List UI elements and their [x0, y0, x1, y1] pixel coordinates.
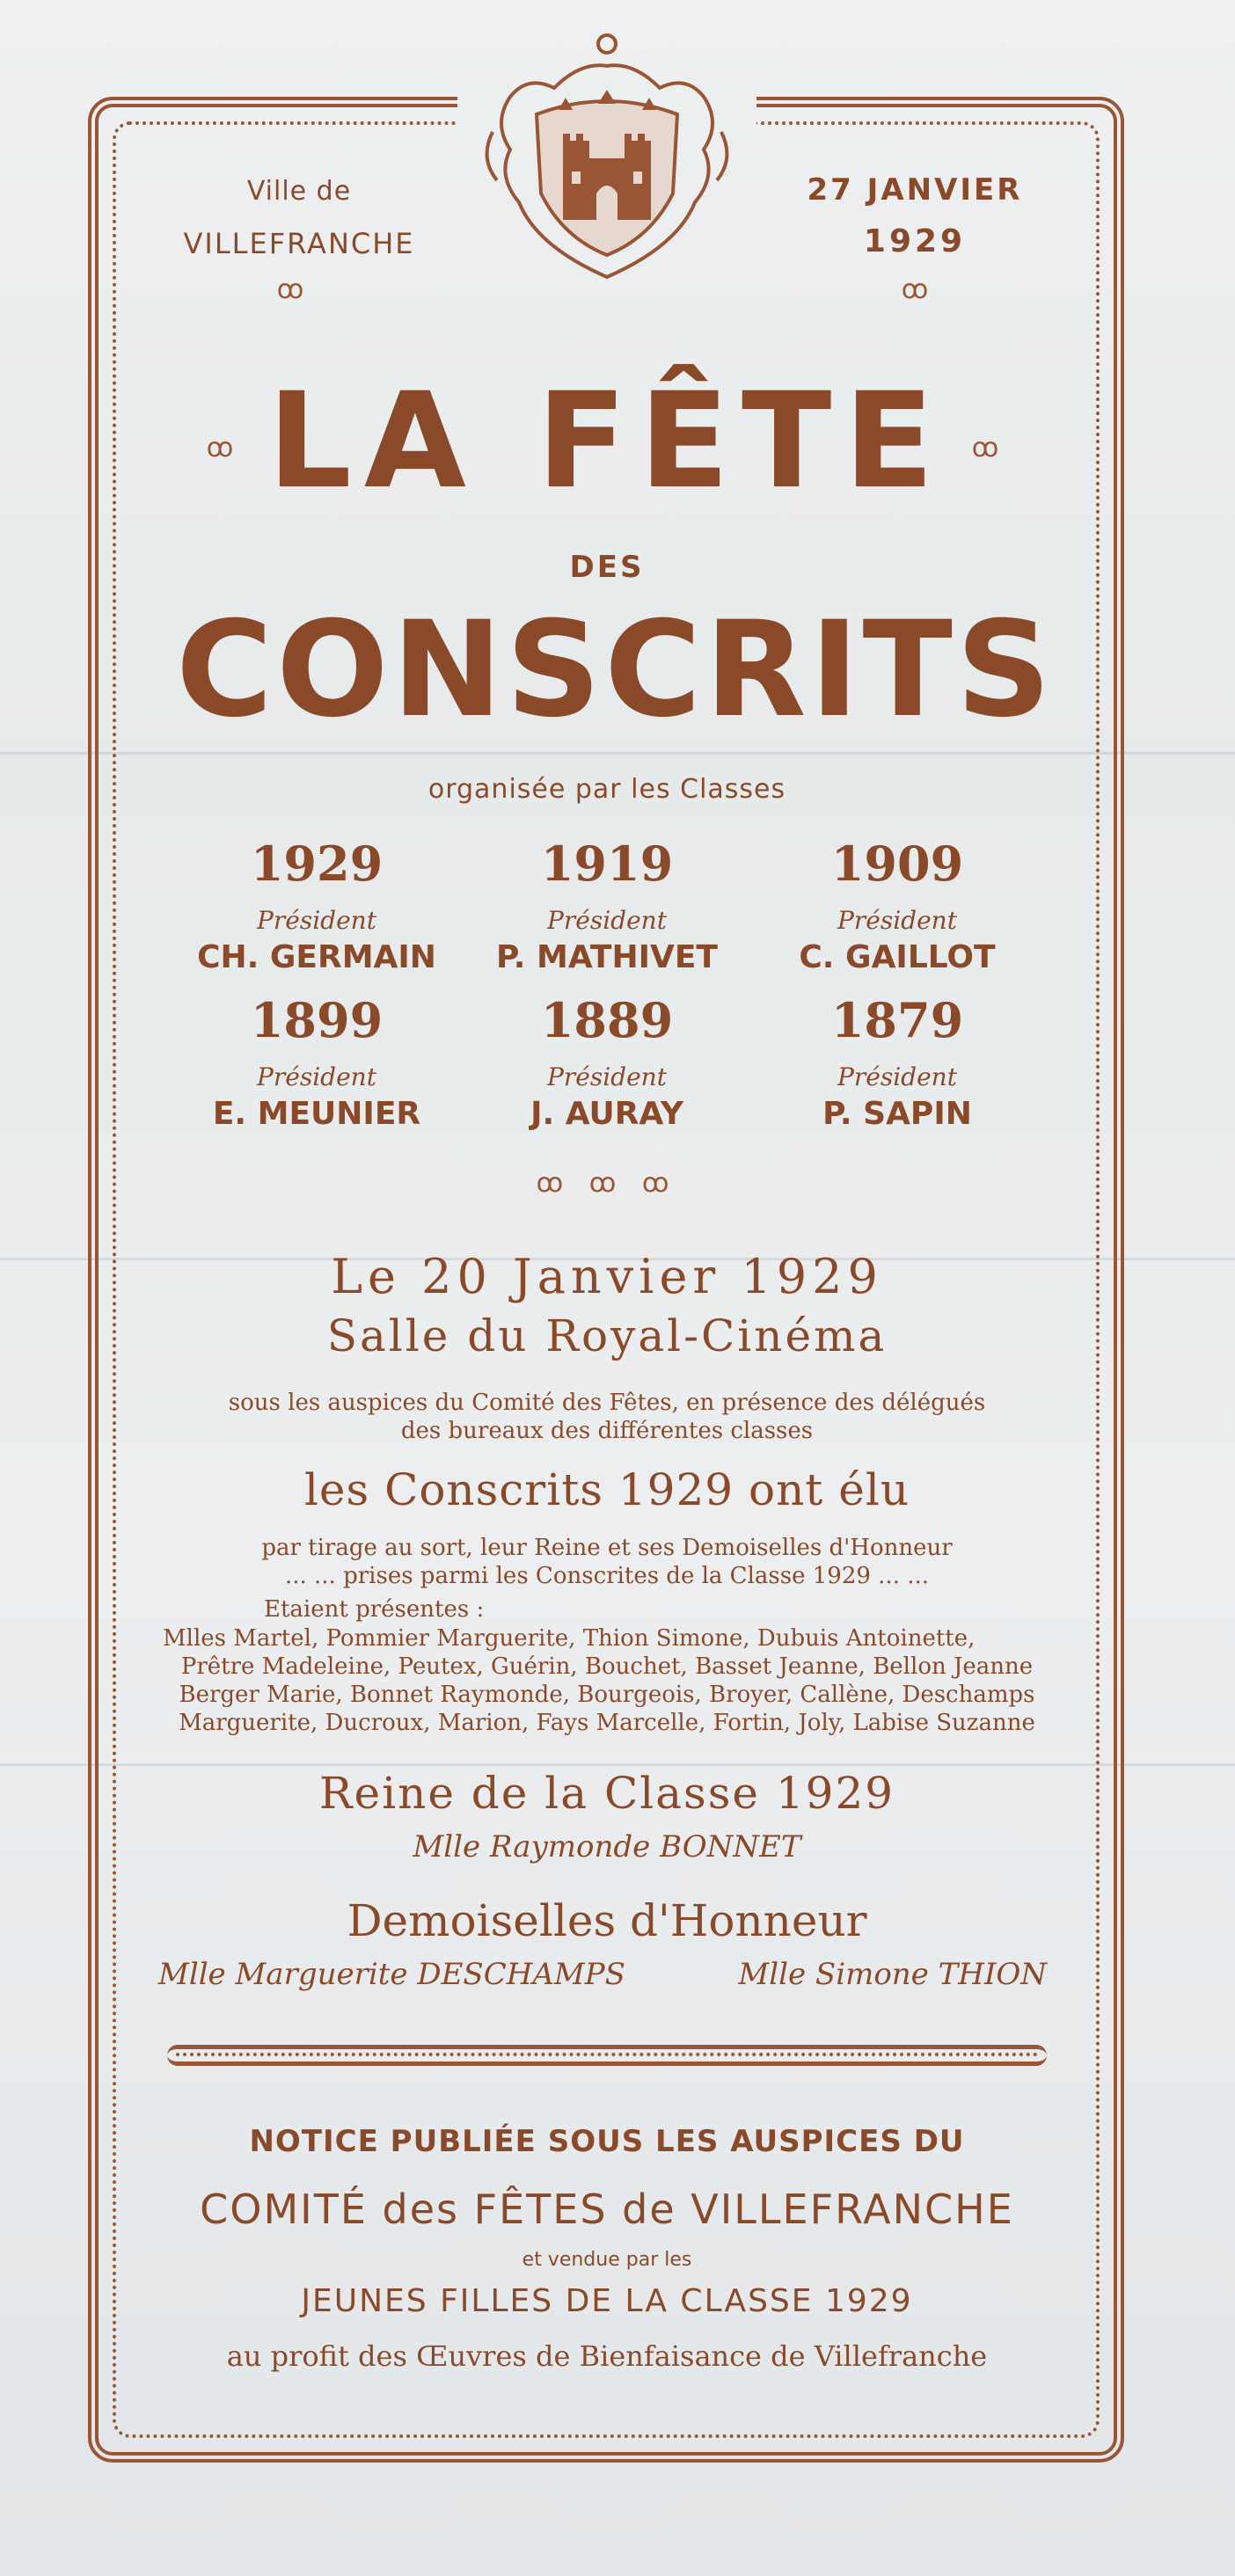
comite-line: COMITÉ des FÊTES de VILLEFRANCHE: [200, 2186, 1014, 2233]
ornament-icon: ꝏ: [536, 1168, 573, 1199]
event-place: Salle du Royal-Cinéma: [326, 1310, 888, 1361]
class-role: Président: [547, 1062, 667, 1091]
maids-heading: Demoiselles d'Honneur: [347, 1895, 867, 1946]
ornament-icon: ꝏ: [276, 274, 304, 305]
ville-line1: Ville de: [246, 176, 352, 207]
class-year: 1889: [540, 992, 674, 1048]
ornament-icon: ꝏ: [901, 274, 929, 305]
present-line1: Mlles Martel, Pommier Marguerite, Thion Simone, Dubuis Antoinette,: [163, 1625, 976, 1652]
class-year: 1909: [830, 836, 964, 892]
event-date: Le 20 Janvier 1929: [331, 1249, 883, 1304]
maid-name-1: Mlle Marguerite DESCHAMPS: [158, 1957, 625, 1992]
present-label: Etaient présentes :: [264, 1596, 485, 1623]
ornament-icon: ꝏ: [588, 1168, 625, 1199]
class-president: P. SAPIN: [822, 1096, 972, 1132]
ornamental-divider: [167, 2045, 1047, 2066]
present-line4: Marguerite, Ducroux, Marion, Fays Marcelle, Fortin, Joly, Labise Suzanne: [179, 1710, 1035, 1736]
class-year: 1919: [540, 836, 674, 892]
class-president: C. GAILLOT: [799, 939, 996, 975]
present-line3: Berger Marie, Bonnet Raymonde, Bourgeois, Broyer, Callène, Deschamps: [179, 1682, 1035, 1708]
maid-name-2: Mlle Simone THION: [738, 1957, 1047, 1992]
class-role: Président: [837, 906, 957, 935]
class-role: Président: [257, 906, 376, 935]
ornament-icon: ꝏ: [206, 433, 234, 463]
present-line2: Prêtre Madeleine, Peutex, Guérin, Bouchet, Basset Jeanne, Bellon Jeanne: [180, 1653, 1034, 1680]
ornament-icon: ꝏ: [971, 433, 999, 463]
queen-heading: Reine de la Classe 1929: [318, 1768, 895, 1819]
title-line1: LA FÊTE: [267, 365, 946, 518]
class-year: 1929: [250, 836, 384, 892]
auspices-line1: sous les auspices du Comité des Fêtes, en présence des délégués: [228, 1390, 986, 1416]
city-crest-icon: [475, 26, 739, 290]
draw-line1: par tirage au sort, leur Reine et ses Demoiselles d'Honneur: [261, 1535, 953, 1561]
profit-line: au profit des Œuvres de Bienfaisance de Villefranche: [226, 2339, 988, 2373]
class-year: 1899: [250, 992, 384, 1048]
elected-heading: les Conscrits 1929 ont élu: [303, 1464, 910, 1515]
class-role: Président: [257, 1062, 376, 1091]
class-role: Président: [837, 1062, 957, 1091]
class-year: 1879: [830, 992, 964, 1048]
ornament-row: [493, 1168, 721, 1199]
sold-line: et vendue par les: [522, 2249, 692, 2271]
title-line3: CONSCRITS: [176, 594, 1055, 747]
subtitle: organisée par les Classes: [428, 774, 786, 805]
draw-line2: ... ... prises parmi les Conscrites de la Classe 1929 ... ...: [284, 1563, 930, 1589]
ornament-icon: ꝏ: [641, 1168, 678, 1199]
date-line1: 27 JANVIER: [807, 172, 1023, 208]
queen-name: Mlle Raymonde BONNET: [413, 1829, 801, 1864]
title-line2: DES: [569, 550, 645, 585]
auspices-line2: des bureaux des différentes classes: [400, 1418, 814, 1444]
girls-line: JEUNES FILLES DE LA CLASSE 1929: [301, 2283, 913, 2319]
class-role: Président: [547, 906, 667, 935]
date-line2: 1929: [863, 223, 967, 259]
class-president: J. AURAY: [530, 1096, 683, 1132]
class-president: CH. GERMAIN: [197, 939, 436, 975]
notice-heading: NOTICE PUBLIÉE SOUS LES AUSPICES DU: [249, 2124, 965, 2159]
class-president: P. MATHIVET: [496, 939, 718, 975]
ville-line2: VILLEFRANCHE: [183, 227, 415, 260]
class-president: E. MEUNIER: [212, 1096, 421, 1132]
